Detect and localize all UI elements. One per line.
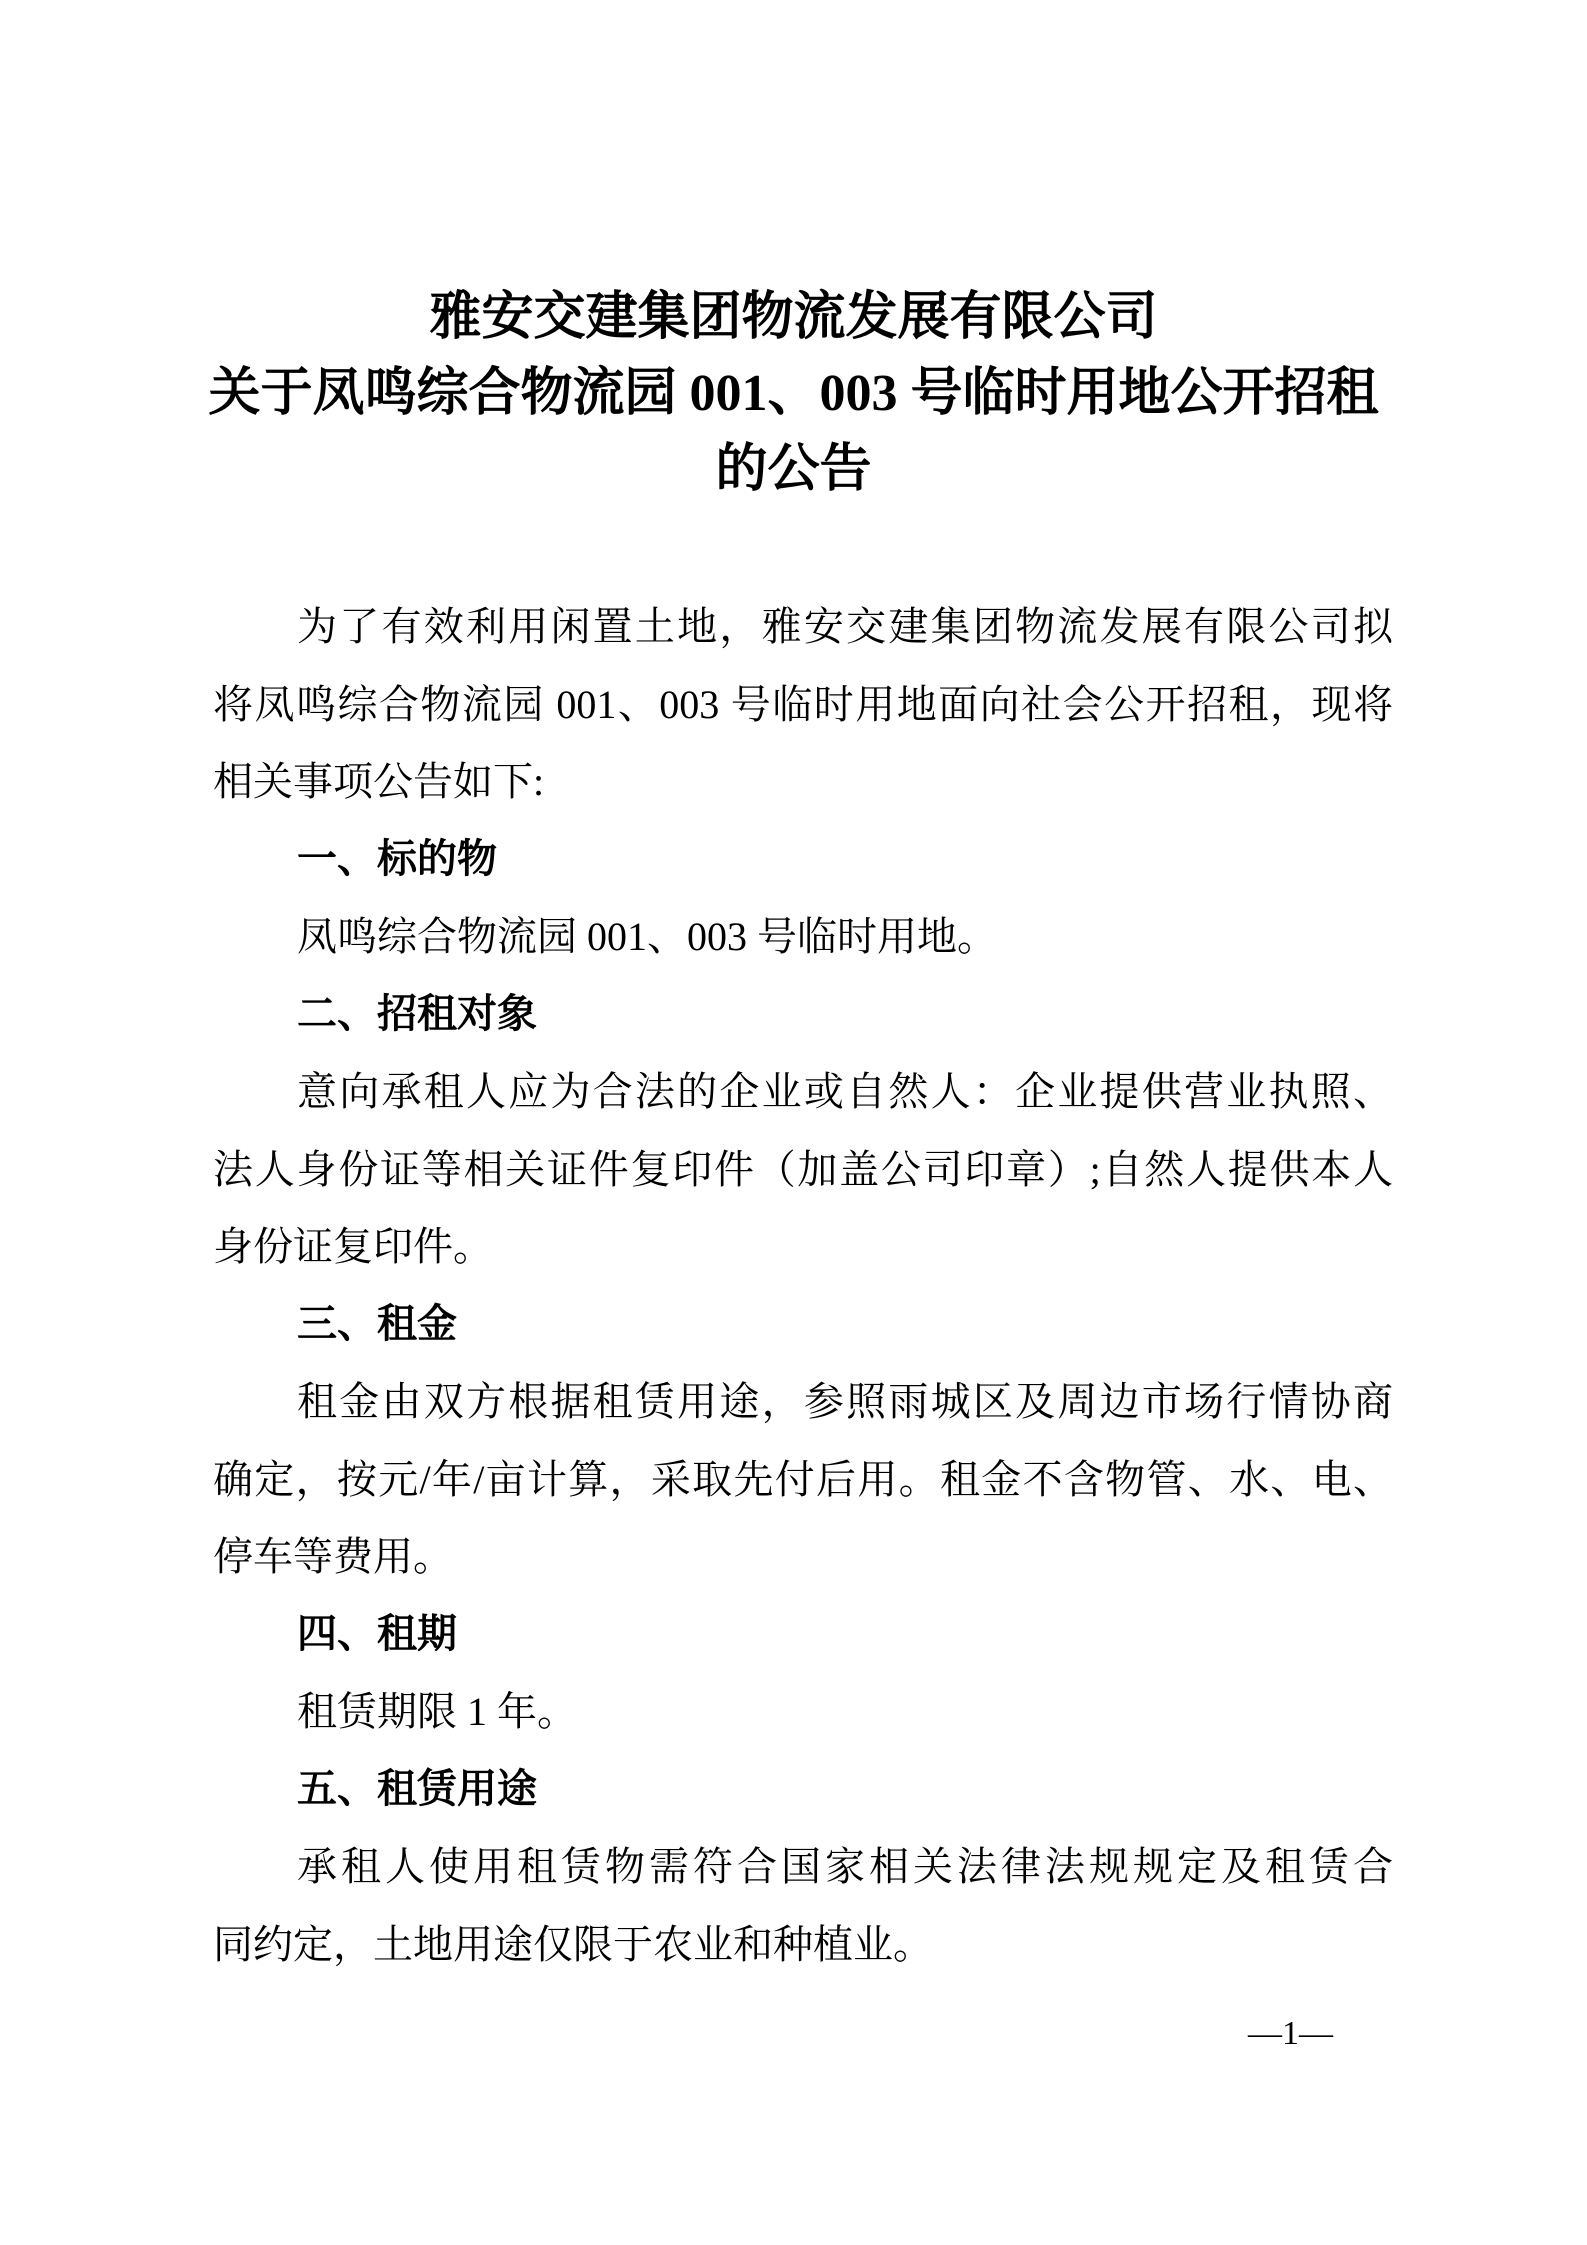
document-title [100, 280, 1487, 508]
section-3-line: 租金由双方根据租赁用途，参照雨城区及周边市场行情协商 [297, 1379, 1393, 1424]
title-line-2: 关于凤鸣综合物流园 001、003 号临时用地公开招租 [208, 365, 1379, 422]
section-2-line: 身份证复印件。 [213, 1224, 493, 1269]
document-body [213, 588, 1393, 1983]
section-4-line: 租赁期限 1 年。 [297, 1689, 577, 1734]
intro-paragraph-line: 为了有效利用闲置土地，雅安交建集团物流发展有限公司拟 [297, 604, 1393, 649]
title-line-1: 雅安交建集团物流发展有限公司 [429, 289, 1158, 346]
section-2-line: 法人身份证等相关证件复印件（加盖公司印章）;自然人提供本人 [213, 1146, 1393, 1192]
section-5-line: 承租人使用租赁物需符合国家相关法律法规规定及租赁合 [297, 1844, 1393, 1889]
section-1-line: 凤鸣综合物流园 001、003 号临时用地。 [297, 914, 997, 959]
title-line-3: 的公告 [715, 441, 872, 498]
section-3-line: 确定，按元/年/亩计算，采取先付后用。租金不含物管、水、电、 [213, 1456, 1393, 1502]
section-5-line: 同约定，土地用途仅限于农业和种植业。 [213, 1921, 933, 1967]
section-heading-3: 三、租金 [297, 1301, 457, 1346]
section-heading-1: 一、标的物 [297, 836, 497, 881]
intro-paragraph-line: 将凤鸣综合物流园 001、003 号临时用地面向社会公开招租，现将 [213, 681, 1393, 727]
intro-paragraph-line: 相关事项公告如下: [213, 759, 545, 804]
section-heading-5: 五、租赁用途 [297, 1766, 537, 1811]
section-heading-2: 二、招租对象 [297, 991, 537, 1036]
section-3-line: 停车等费用。 [213, 1534, 453, 1579]
section-heading-4: 四、租期 [297, 1611, 457, 1656]
page-number: —1— [1248, 2015, 1333, 2052]
section-2-line: 意向承租人应为合法的企业或自然人：企业提供营业执照、 [297, 1069, 1393, 1114]
